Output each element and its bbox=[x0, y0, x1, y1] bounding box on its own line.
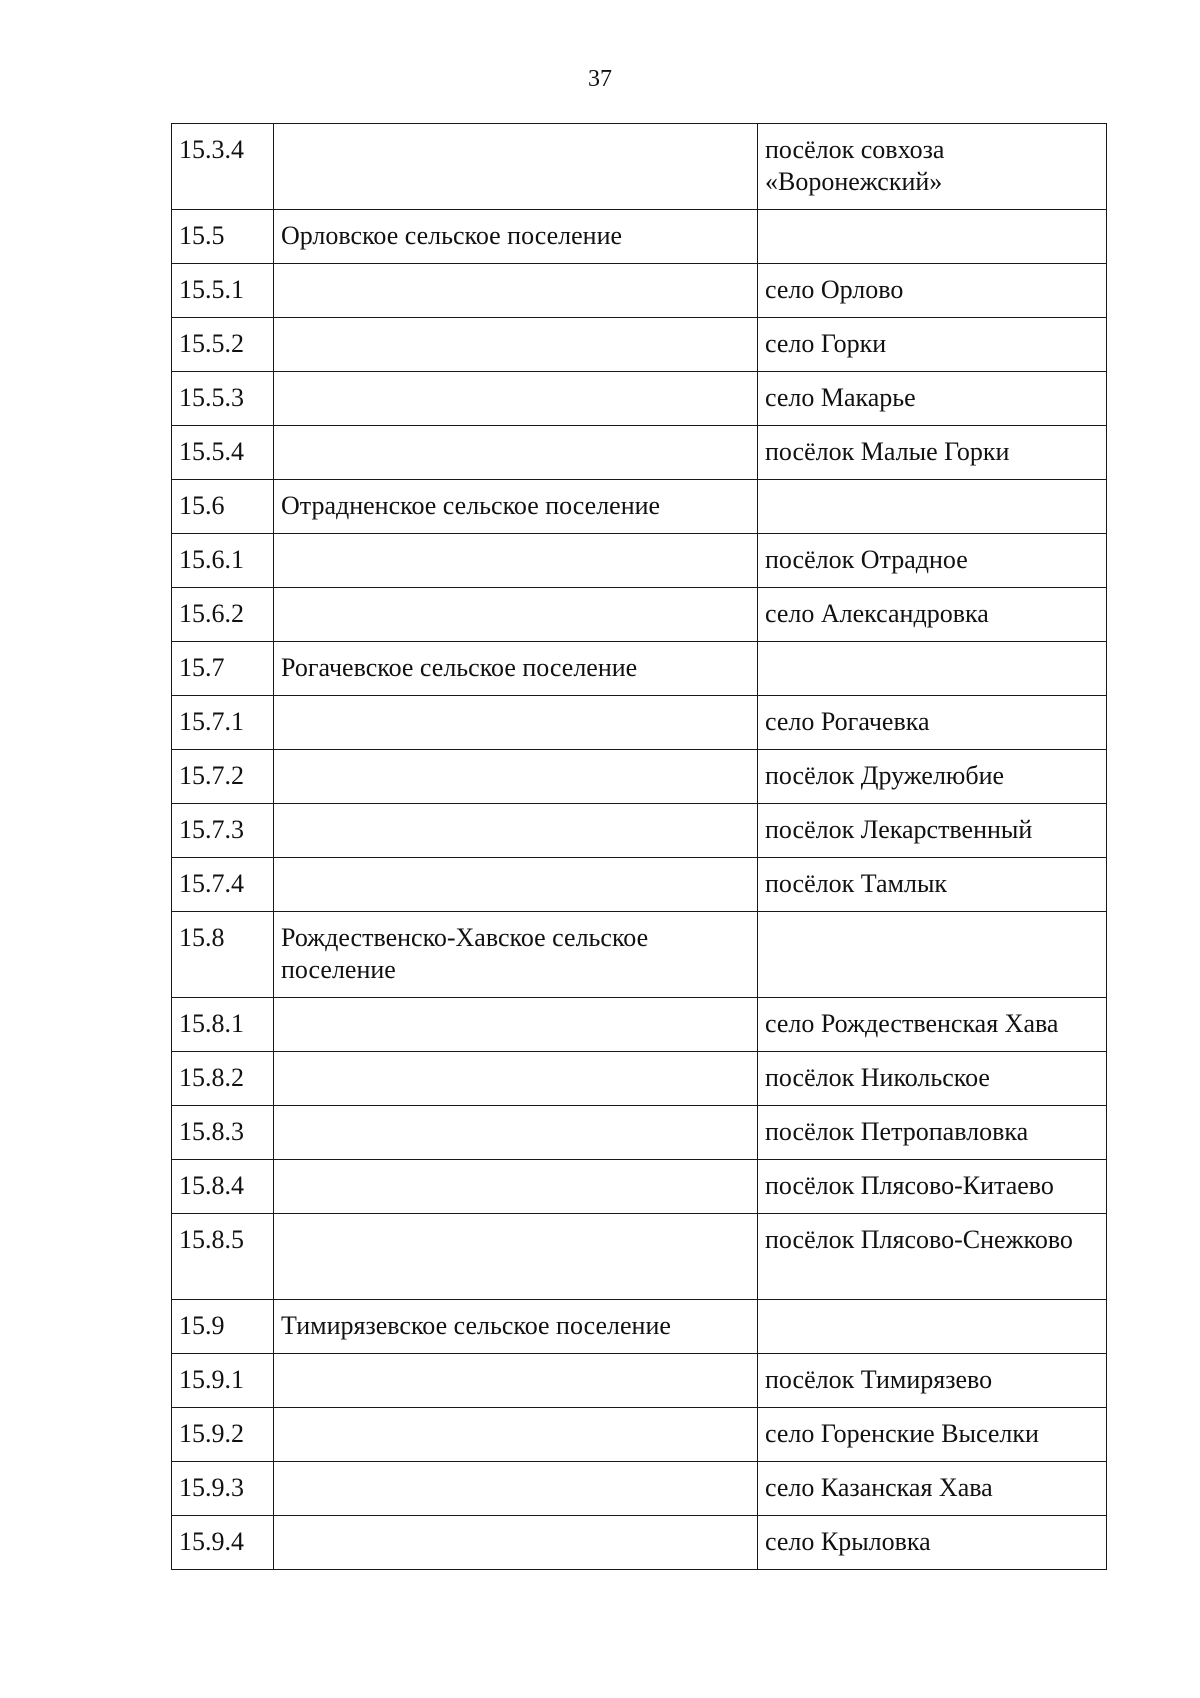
row-number-cell: 15.6 bbox=[172, 480, 274, 534]
settlement-cell bbox=[274, 1160, 758, 1214]
row-number-cell: 15.6.2 bbox=[172, 588, 274, 642]
table-row bbox=[172, 858, 1107, 912]
row-number-cell: 15.8.3 bbox=[172, 1106, 274, 1160]
settlement-cell bbox=[274, 534, 758, 588]
table-row bbox=[172, 124, 1107, 210]
table-row bbox=[172, 804, 1107, 858]
table-row bbox=[172, 1516, 1107, 1570]
row-number-cell: 15.7.1 bbox=[172, 696, 274, 750]
table-row bbox=[172, 588, 1107, 642]
row-number-cell: 15.9 bbox=[172, 1300, 274, 1354]
locality-cell: посёлок Дружелюбие bbox=[758, 750, 1107, 804]
row-number-cell: 15.8.2 bbox=[172, 1052, 274, 1106]
locality-cell: посёлок Плясово-Снежково bbox=[758, 1214, 1107, 1300]
table-row bbox=[172, 696, 1107, 750]
settlement-cell bbox=[274, 1462, 758, 1516]
row-number-cell: 15.5 bbox=[172, 210, 274, 264]
settlement-cell: Рождественско-Хавское сельское поселение bbox=[274, 912, 758, 998]
locality-cell: село Макарье bbox=[758, 372, 1107, 426]
settlement-cell: Тимирязевское сельское поселение bbox=[274, 1300, 758, 1354]
settlement-cell bbox=[274, 588, 758, 642]
row-number-cell: 15.5.2 bbox=[172, 318, 274, 372]
table-row bbox=[172, 1160, 1107, 1214]
row-number-cell: 15.7 bbox=[172, 642, 274, 696]
row-number-cell: 15.5.3 bbox=[172, 372, 274, 426]
locality-cell: посёлок Никольское bbox=[758, 1052, 1107, 1106]
settlement-cell bbox=[274, 1408, 758, 1462]
row-number-cell: 15.8.5 bbox=[172, 1214, 274, 1300]
row-number-cell: 15.5.1 bbox=[172, 264, 274, 318]
settlement-cell bbox=[274, 804, 758, 858]
table-row bbox=[172, 264, 1107, 318]
table-row bbox=[172, 912, 1107, 998]
settlement-cell bbox=[274, 264, 758, 318]
row-number-cell: 15.6.1 bbox=[172, 534, 274, 588]
table-row bbox=[172, 998, 1107, 1052]
table-row bbox=[172, 210, 1107, 264]
locality-cell: посёлок Тамлык bbox=[758, 858, 1107, 912]
settlement-cell bbox=[274, 696, 758, 750]
locality-cell bbox=[758, 912, 1107, 998]
locality-cell: посёлок Малые Горки bbox=[758, 426, 1107, 480]
table-row bbox=[172, 1408, 1107, 1462]
row-number-cell: 15.3.4 bbox=[172, 124, 274, 210]
locality-cell bbox=[758, 480, 1107, 534]
locality-cell: село Рогачевка bbox=[758, 696, 1107, 750]
settlement-cell bbox=[274, 318, 758, 372]
table-row bbox=[172, 1354, 1107, 1408]
locality-cell: село Горки bbox=[758, 318, 1107, 372]
locality-cell: село Казанская Хава bbox=[758, 1462, 1107, 1516]
page-number: 37 bbox=[588, 66, 612, 92]
settlement-cell: Рогачевское сельское поселение bbox=[274, 642, 758, 696]
row-number-cell: 15.7.2 bbox=[172, 750, 274, 804]
table-row bbox=[172, 750, 1107, 804]
settlement-cell bbox=[274, 750, 758, 804]
settlement-cell: Отрадненское сельское поселение bbox=[274, 480, 758, 534]
table-row bbox=[172, 1214, 1107, 1300]
settlement-cell bbox=[274, 1516, 758, 1570]
locality-cell: посёлок Отрадное bbox=[758, 534, 1107, 588]
locality-cell: посёлок совхоза «Воронежский» bbox=[758, 124, 1107, 210]
settlement-cell bbox=[274, 858, 758, 912]
locality-cell: село Горенские Выселки bbox=[758, 1408, 1107, 1462]
row-number-cell: 15.8.1 bbox=[172, 998, 274, 1052]
row-number-cell: 15.9.2 bbox=[172, 1408, 274, 1462]
table-row bbox=[172, 426, 1107, 480]
table-row bbox=[172, 1462, 1107, 1516]
locality-cell bbox=[758, 210, 1107, 264]
row-number-cell: 15.7.4 bbox=[172, 858, 274, 912]
table-row bbox=[172, 480, 1107, 534]
locality-cell: посёлок Лекарственный bbox=[758, 804, 1107, 858]
row-number-cell: 15.9.3 bbox=[172, 1462, 274, 1516]
settlement-cell bbox=[274, 1354, 758, 1408]
locality-cell: село Крыловка bbox=[758, 1516, 1107, 1570]
row-number-cell: 15.9.4 bbox=[172, 1516, 274, 1570]
table-row bbox=[172, 1300, 1107, 1354]
locality-cell bbox=[758, 642, 1107, 696]
settlement-cell: Орловское сельское поселение bbox=[274, 210, 758, 264]
row-number-cell: 15.9.1 bbox=[172, 1354, 274, 1408]
settlement-cell bbox=[274, 998, 758, 1052]
settlement-cell bbox=[274, 1214, 758, 1300]
locality-cell: посёлок Петропавловка bbox=[758, 1106, 1107, 1160]
row-number-cell: 15.7.3 bbox=[172, 804, 274, 858]
row-number-cell: 15.8 bbox=[172, 912, 274, 998]
locality-cell: посёлок Тимирязево bbox=[758, 1354, 1107, 1408]
table-row bbox=[172, 1106, 1107, 1160]
locality-cell bbox=[758, 1300, 1107, 1354]
table-row bbox=[172, 318, 1107, 372]
locality-cell: село Орлово bbox=[758, 264, 1107, 318]
settlement-cell bbox=[274, 124, 758, 210]
table-row bbox=[172, 534, 1107, 588]
settlement-cell bbox=[274, 1052, 758, 1106]
settlements-table bbox=[171, 123, 1107, 1570]
locality-cell: село Рождественская Хава bbox=[758, 998, 1107, 1052]
row-number-cell: 15.8.4 bbox=[172, 1160, 274, 1214]
settlement-cell bbox=[274, 372, 758, 426]
table-row bbox=[172, 1052, 1107, 1106]
locality-cell: село Александровка bbox=[758, 588, 1107, 642]
row-number-cell: 15.5.4 bbox=[172, 426, 274, 480]
settlement-cell bbox=[274, 1106, 758, 1160]
locality-cell: посёлок Плясово-Китаево bbox=[758, 1160, 1107, 1214]
settlement-cell bbox=[274, 426, 758, 480]
table-row bbox=[172, 372, 1107, 426]
table-row bbox=[172, 642, 1107, 696]
